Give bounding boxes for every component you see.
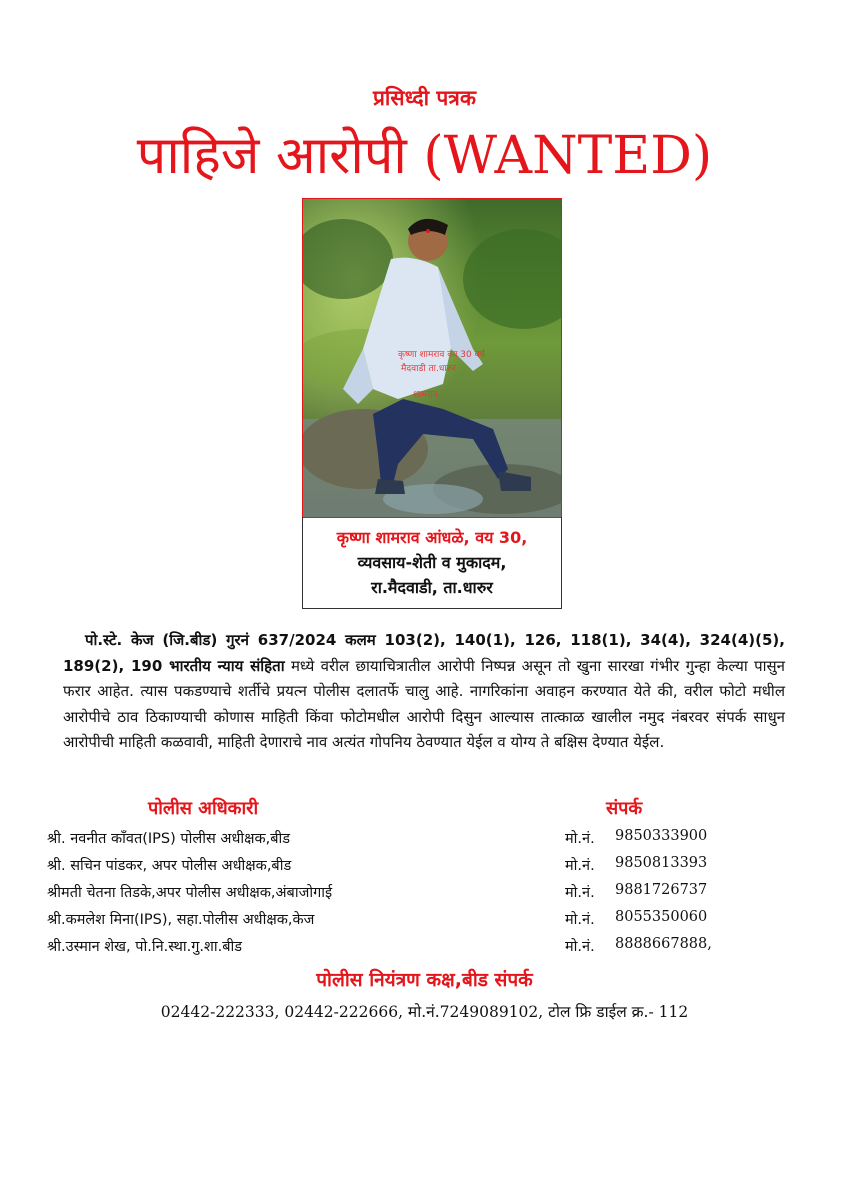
notice-text: मध्ये वरील छायाचित्रातील आरोपी निष्पन्न असून तो खुना सारखा गंभीर गुन्हा केल्या पासुन फरार आहेत. त्यास पकडण्याचे शर्तीचे प्रयत्न पोलीस दलातर्फे चालु आहे. नागरिकांना अवाहन करण्यात येते की, वरील फोटो मधील आरोपीचे ठाव ठिकाण्याची कोणास माहिती किंवा फोटोमधील आरोपी दिसुन आल्यास तात्काळ खालील नमुद नंबरवर संपर्क साधुन आरोपीची माहिती कळवावी, माहिती देणाराचे नाव अत्यंत गोपनिय ठेवण्यात येईल व योग्य ते बक्षिस देण्यात येईल. <box>63 656 785 751</box>
officer-row <box>47 882 787 910</box>
officer-phone: 9850813393 <box>615 855 708 871</box>
photo-overlay-text-1: कृष्णा शामराव वय 30 वर्ष <box>398 350 485 360</box>
officer-name: श्रीमती चेतना तिडके,अपर पोलीस अधीक्षक,अंबाजोगाई <box>47 885 333 901</box>
officer-name: श्री. नवनीत काँवत(IPS) पोलीस अधीक्षक,बीड <box>47 831 291 847</box>
officer-phone: 9850333900 <box>615 828 708 844</box>
photo-overlay-text-2: मैदवाडी ता.धारुर <box>401 364 456 374</box>
control-room-numbers: 02442-222333, 02442-222666, मो.नं.7249089102, टोल फ्रि डाईल क्र.- 112 <box>160 1003 689 1021</box>
phone-prefix: मो.नं. <box>565 912 595 928</box>
officer-phone: 8055350060 <box>615 909 708 925</box>
officer-row <box>47 936 787 964</box>
phone-prefix: मो.नं. <box>565 939 595 955</box>
officer-name: श्री.उस्मान शेख, पो.नि.स्था.गु.शा.बीड <box>47 939 243 955</box>
suspect-residence: रा.मैदवाडी, ता.धारुर <box>371 578 493 597</box>
suspect-photo <box>302 198 562 518</box>
suspect-caption <box>302 517 562 609</box>
officer-row <box>47 828 787 856</box>
officer-name: श्री. सचिन पांडकर, अपर पोलीस अधीक्षक,बीड <box>47 858 292 874</box>
officer-row <box>47 855 787 883</box>
officer-name: श्री.कमलेश मिना(IPS), सहा.पोलीस अधीक्षक,केज <box>47 912 315 928</box>
wanted-headline: पाहिजे आरोपी (WANTED) <box>136 126 713 186</box>
photo-overlay-text-3: शामराव <box>413 390 438 400</box>
control-room-heading: पोलीस नियंत्रण कक्ष,बीड संपर्क <box>316 969 533 991</box>
suspect-name: कृष्णा शामराव आंधळे, वय 30, <box>336 528 528 547</box>
contact-heading: संपर्क <box>606 798 643 819</box>
officer-row <box>47 909 787 937</box>
phone-prefix: मो.नं. <box>565 858 595 874</box>
officer-phone: 8888667888, <box>615 936 712 952</box>
subtitle: प्रसिध्दी पत्रक <box>372 86 477 110</box>
case-reference: पो.स्टे. केज (जि.बीड) गुरनं 637/2024 कलम 103(2), 140(1), 126, 118(1), 34(4), 324(4)(5), 189(2), 190 भारतीय न्याय संहिता <box>63 631 785 675</box>
suspect-occupation: व्यवसाय-शेती व मुकादम, <box>357 553 507 572</box>
phone-prefix: मो.नं. <box>565 885 595 901</box>
officers-heading: पोलीस अधिकारी <box>148 798 259 819</box>
notice-body <box>63 628 785 756</box>
officer-phone: 9881726737 <box>615 882 708 898</box>
phone-prefix: मो.नं. <box>565 831 595 847</box>
